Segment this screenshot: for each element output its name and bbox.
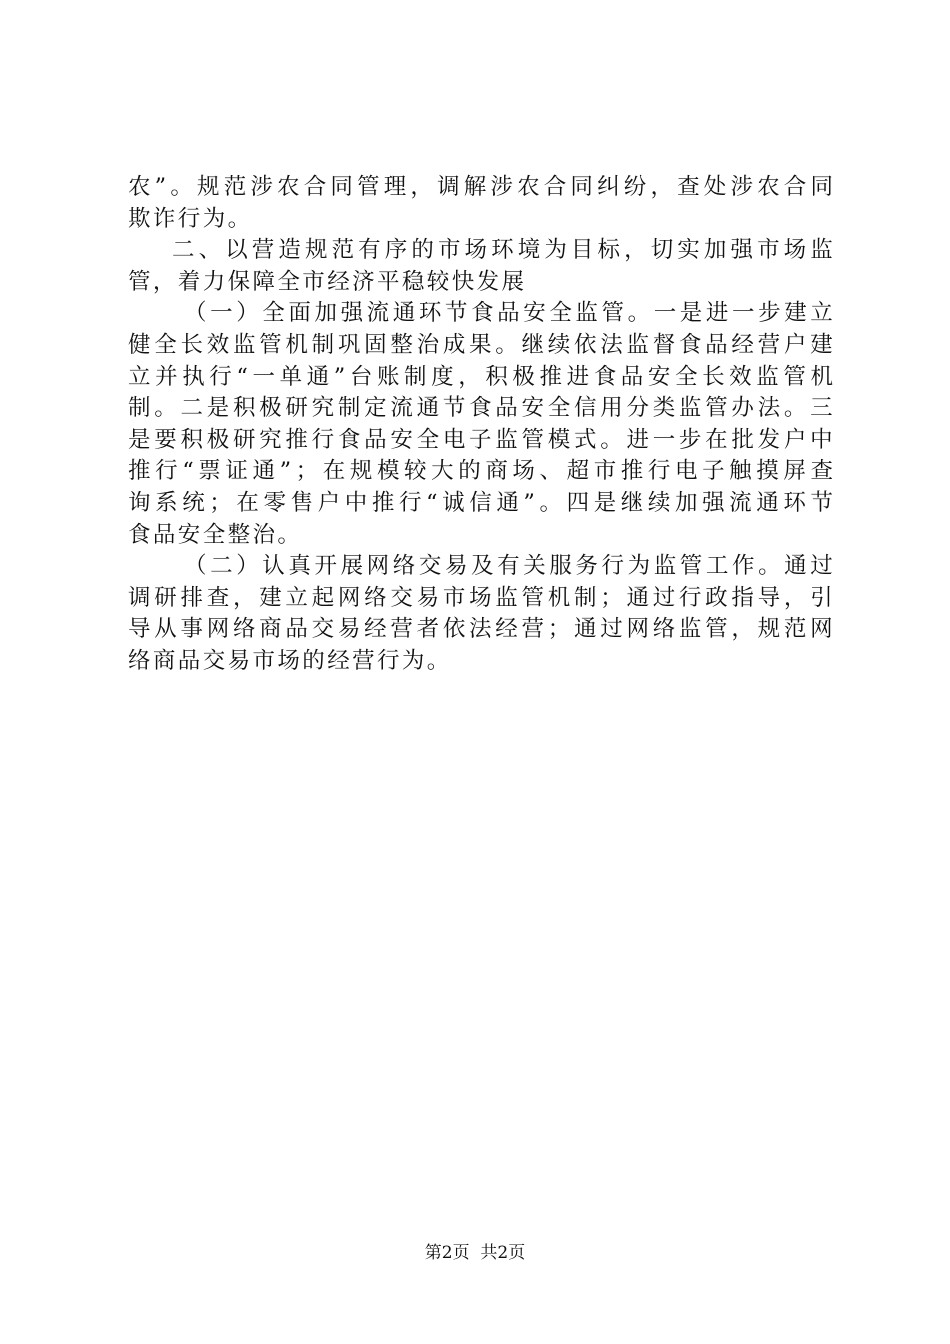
text-line: 询 系 统 ； 在 零 售 户 中 推 行 “ 诚 信 通 ” 。 四 是 继 续 加 强 流 通 环 节: [128, 489, 833, 516]
subsection-heading-line: （ 二 ） 认 真 开 展 网 络 交 易 及 有 关 服 务 行 为 监 管 工 作 。 通 过: [184, 553, 833, 580]
text-line: 制 。 二 是 积 极 研 究 制 定 流 通 节 食 品 安 全 信 用 分 类 监 管 办 法 。 三: [128, 395, 833, 422]
text-line: 推 行 “ 票 证 通 ” ； 在 规 模 较 大 的 商 场 、 超 市 推 行 电 子 触 摸 屏 查: [128, 458, 833, 485]
text-line: 欺诈行为。: [128, 205, 253, 232]
page-number: 第2页 共2页: [424, 1243, 526, 1263]
section-heading-line: 管，着力保障全市经济平稳较快发展: [128, 268, 527, 295]
text-line: 立 并 执 行 “ 一 单 通 ” 台 账 制 度 ， 积 极 推 进 食 品 安 全 长 效 监 管 机: [128, 363, 833, 390]
text-line: 络商品交易市场的经营行为。: [128, 647, 452, 674]
text-line: 调 研 排 查 ， 建 立 起 网 络 交 易 市 场 监 管 机 制 ； 通 过 行 政 指 导 ， 引: [128, 584, 833, 611]
body-text: [128, 172, 833, 678]
page-footer: [0, 1243, 950, 1263]
text-line: 是 要 积 极 研 究 推 行 食 品 安 全 电 子 监 管 模 式 。 进 一 步 在 批 发 户 中: [128, 426, 833, 453]
text-line: 农 ” 。 规 范 涉 农 合 同 管 理 ， 调 解 涉 农 合 同 纠 纷 ， 查 处 涉 农 合 同: [128, 174, 833, 200]
text-line: 导 从 事 网 络 商 品 交 易 经 营 者 依 法 经 营 ； 通 过 网 络 监 管 ， 规 范 网: [128, 616, 833, 643]
section-heading-line: 二 、 以 营 造 规 范 有 序 的 市 场 环 境 为 目 标 ， 切 实 加 强 市 场 监: [172, 237, 833, 264]
text-line: 食品安全整治。: [128, 521, 303, 548]
subsection-heading-line: （ 一 ） 全 面 加 强 流 通 环 节 食 品 安 全 监 管 。 一 是 进 一 步 建 立: [184, 300, 833, 327]
text-line: 健 全 长 效 监 管 机 制 巩 固 整 治 成 果 。 继 续 依 法 监 督 食 品 经 营 户 建: [128, 331, 833, 358]
